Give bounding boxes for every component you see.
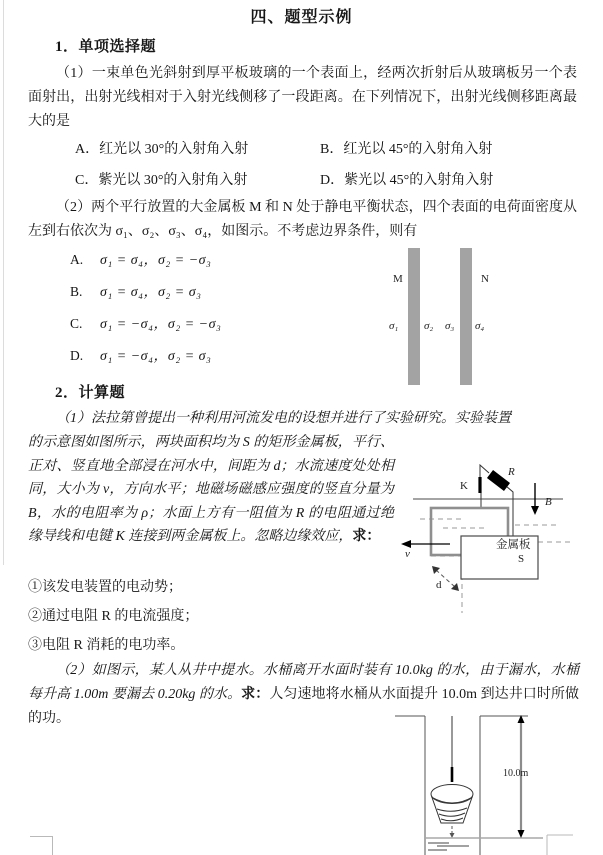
- q2-stem: （2）两个平行放置的大金属板 M 和 N 处于静电平衡状态，四个表面的电荷面密度从左到右依次为 σ₁、σ₂、σ₃、σ₄，如图示。不考虑边界条件，则有: [28, 200, 577, 239]
- q2-option-equation: σ₁ = σ₄，σ₂ = σ₃: [100, 285, 202, 300]
- bucket-rim: [431, 785, 473, 804]
- sigma1-label: σ₁: [389, 320, 399, 332]
- calc-q1-body: [28, 431, 394, 549]
- well-bucket-figure: [393, 713, 603, 855]
- q1-option-a: A．红光以 30°的入射角入射: [75, 142, 249, 157]
- switch-k-label: K: [460, 480, 468, 492]
- well-water-marks: [428, 843, 469, 850]
- sigma4-label: σ₄: [475, 320, 485, 332]
- bucket-water-line-2: [439, 813, 465, 816]
- depth-label: 10.0m: [503, 768, 529, 779]
- q2-option-row: [70, 345, 370, 377]
- parallel-plates-figure: [388, 244, 500, 389]
- wire-left: [480, 465, 489, 477]
- q2-option-row: [70, 281, 370, 313]
- sigma3-label: σ₃: [445, 320, 455, 332]
- q2-option-label: D.: [70, 348, 84, 363]
- q2-option-equation: σ₁ = −σ₄，σ₂ = σ₃: [100, 349, 212, 364]
- calc-q1-ask: 求：: [352, 529, 381, 544]
- page-title: 四、题型示例: [250, 9, 353, 26]
- metal-plate-label: 金属板: [496, 539, 531, 551]
- q2-options: [70, 249, 370, 377]
- sigma2-label: σ₂: [424, 320, 434, 332]
- q2-option-label: C.: [70, 316, 83, 331]
- calc-q1-subquestions: [28, 576, 198, 658]
- river-generator-figure: [396, 436, 576, 618]
- calc-q1-item-3: ③电阻 R 消耗的电功率。: [28, 638, 185, 653]
- velocity-v-label: v: [405, 548, 410, 560]
- corner-mark-right: [547, 835, 573, 855]
- q1-option-d: D．紫光以 45°的入射角入射: [320, 173, 494, 188]
- q2-option-row: [70, 313, 370, 345]
- q1-option-c: C．紫光以 30°的入射角入射: [75, 173, 248, 188]
- q2-option-equation: σ₁ = σ₄，σ₂ = −σ₃: [100, 253, 212, 268]
- gap-d-label: d: [436, 579, 442, 591]
- plate-n: [460, 248, 472, 385]
- q1-option-b: B．红光以 45°的入射角入射: [320, 142, 493, 157]
- bucket-water-line-3: [441, 818, 463, 821]
- q1-stem: （1）一束单色光斜射到厚平板玻璃的一个表面上，经两次折射后从玻璃板另一个表面射出，出射光线相对于入射光线侧移了一段距离。在下列情况下，出射光线侧移距离最大的是: [28, 66, 577, 129]
- calc-q1-item-2: ②通过电阻 R 的电流强度；: [28, 609, 199, 624]
- plate-area-s-label: S: [518, 553, 525, 565]
- resistor-symbol: [490, 474, 507, 487]
- calc-q2-ask: 求：: [241, 687, 270, 702]
- calc-q2-lead: （2）如图示，某人从井中提水。水桶离开水面时装有 10.0kg 的水，由于漏水，水桶每升高 1.00m 要漏去 0.20kg 的水。: [28, 663, 579, 702]
- corner-mark-left-horizontal: [30, 836, 53, 837]
- calc-q1-item-1: ①该发电装置的电动势；: [28, 580, 182, 595]
- section-2-heading: 2．计算题: [55, 385, 126, 401]
- depth-arrowhead-bottom: [518, 830, 525, 838]
- q2-option-label: B.: [70, 284, 83, 299]
- bucket-water-line-1: [437, 808, 467, 811]
- q2-option-equation: σ₁ = −σ₄，σ₂ = −σ₃: [100, 317, 222, 332]
- calc-q1-body-text: 的示意图如图所示，两块面积均为 S 的矩形金属板，平行、正对、竖直地全部浸在河水中，间距为 d；水流速度处处相同，大小为 v，方向水平；地磁场磁感应强度的竖直分量为 B，水的电阻率为 ρ；水面上方有一阻值为 R 的电阻通过绝缘导线和电键 K 连接到两金属板上。忽略边缘效应，: [28, 435, 394, 544]
- q2-option-row: [70, 249, 370, 281]
- q1-options: [75, 138, 575, 192]
- corner-mark-left-vertical: [52, 836, 53, 855]
- calc-q1-first-line: （1）法拉第曾提出一种利用河流发电的设想并进行了实验研究。实验装置: [56, 411, 511, 426]
- q2-option-label: A.: [70, 252, 84, 267]
- section-1-heading: 1．单项选择题: [55, 39, 157, 55]
- bucket: [431, 785, 473, 824]
- page-left-border: [3, 0, 4, 565]
- plate-n-label: N: [481, 273, 489, 285]
- plate-m: [408, 248, 420, 385]
- bucket-inner-rim: [432, 797, 473, 803]
- calc-q2-rest: 人匀速地将水桶从水面提升 10.0m 到达井口时所做的功。: [28, 687, 580, 726]
- b-field-arrowhead: [531, 506, 539, 515]
- field-b-label: B: [545, 496, 552, 508]
- plate-m-label: M: [393, 273, 403, 285]
- resistor-r-label: R: [508, 466, 515, 478]
- velocity-arrowhead: [401, 540, 411, 548]
